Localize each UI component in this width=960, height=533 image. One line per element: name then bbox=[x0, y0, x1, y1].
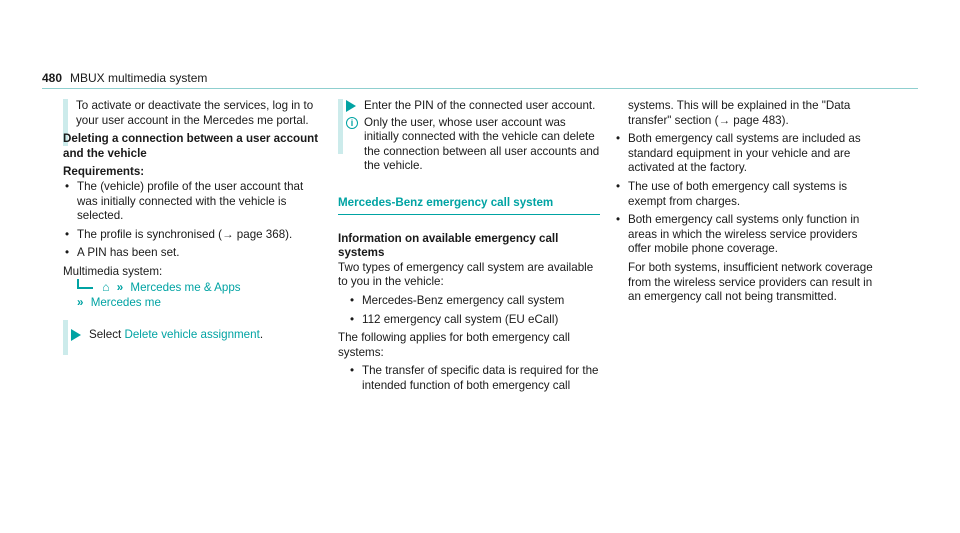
list-item: • 112 emergency call system (EU eCall) bbox=[348, 313, 600, 328]
step-arrow-icon bbox=[346, 100, 356, 112]
page-header bbox=[42, 71, 918, 89]
note-text: Only the user, whose user account was initially connected with the vehicle can delete the connection between all user accounts and the vehicle. bbox=[364, 115, 600, 173]
delete-vehicle-assignment-link[interactable]: Delete vehicle assignment bbox=[124, 327, 260, 341]
intro-text: Two types of emergency call system are available to you in the vehicle: bbox=[338, 260, 594, 289]
requirements-list bbox=[63, 180, 325, 261]
continuation-text: systems. This will be explained in the "Data transfer" section (→ page 483). bbox=[628, 99, 851, 127]
types-list bbox=[338, 294, 600, 327]
list-item: • Both emergency call systems are included as standard equipment in your vehicle and are activated at the factory. bbox=[614, 132, 876, 176]
step-arrow-icon bbox=[71, 329, 81, 341]
column-2 bbox=[338, 99, 600, 398]
list-item: • A PIN has been set. bbox=[63, 246, 325, 261]
info-note bbox=[338, 116, 600, 174]
page-title: MBUX multimedia system bbox=[70, 71, 208, 85]
bullet-list bbox=[614, 132, 876, 257]
column-3 bbox=[614, 99, 876, 305]
following-text: The following applies for both emergency call systems: bbox=[338, 331, 570, 359]
intro-text: To activate or deactivate the services, log in to your user account in the Mercedes me portal. bbox=[76, 99, 314, 127]
section-heading: Deleting a connection between a user account and the vehicle bbox=[63, 132, 319, 160]
coverage-text: For both systems, insufficient network coverage from the wireless service providers can result in an emergency call not being transmitted. bbox=[628, 260, 873, 304]
requirements-label: Requirements: bbox=[63, 165, 145, 179]
step-text: Enter the PIN of the connected user account. bbox=[364, 99, 596, 112]
double-chevron-icon: » bbox=[116, 280, 124, 294]
action-step: Select Delete vehicle assignment. bbox=[63, 328, 325, 343]
list-item: • The profile is synchronised (→ page 368). bbox=[63, 228, 325, 243]
bullet-list bbox=[338, 364, 600, 393]
nav-item-mercedes-me[interactable]: Mercedes me bbox=[90, 295, 161, 309]
return-arrow-icon bbox=[77, 279, 93, 289]
home-icon: ⌂ bbox=[102, 279, 110, 294]
list-item: • The (vehicle) profile of the user account that was initially connected with the vehicle is selected. bbox=[63, 180, 325, 224]
list-item: • The transfer of specific data is required for the intended function of both emergency call bbox=[348, 364, 600, 393]
double-chevron-icon: » bbox=[77, 295, 84, 309]
column-1 bbox=[63, 99, 325, 342]
list-item: • The use of both emergency call systems is exempt from charges. bbox=[614, 180, 876, 209]
list-item: • Both emergency call systems only function in areas in which the wireless service providers offer mobile phone coverage. bbox=[614, 213, 876, 257]
header-rule bbox=[42, 88, 918, 89]
multimedia-label: Multimedia system: bbox=[63, 264, 163, 278]
action-step bbox=[338, 99, 600, 114]
section-title: Mercedes-Benz emergency call system bbox=[338, 196, 600, 215]
page-number: 480 bbox=[42, 71, 63, 85]
navigation-path bbox=[63, 280, 325, 312]
info-icon: i bbox=[346, 117, 358, 129]
nav-item-mercedes-me-apps[interactable]: Mercedes me & Apps bbox=[130, 280, 241, 294]
subheading: Information on available emergency call systems bbox=[338, 231, 559, 260]
list-item: • Mercedes-Benz emergency call system bbox=[348, 294, 600, 309]
